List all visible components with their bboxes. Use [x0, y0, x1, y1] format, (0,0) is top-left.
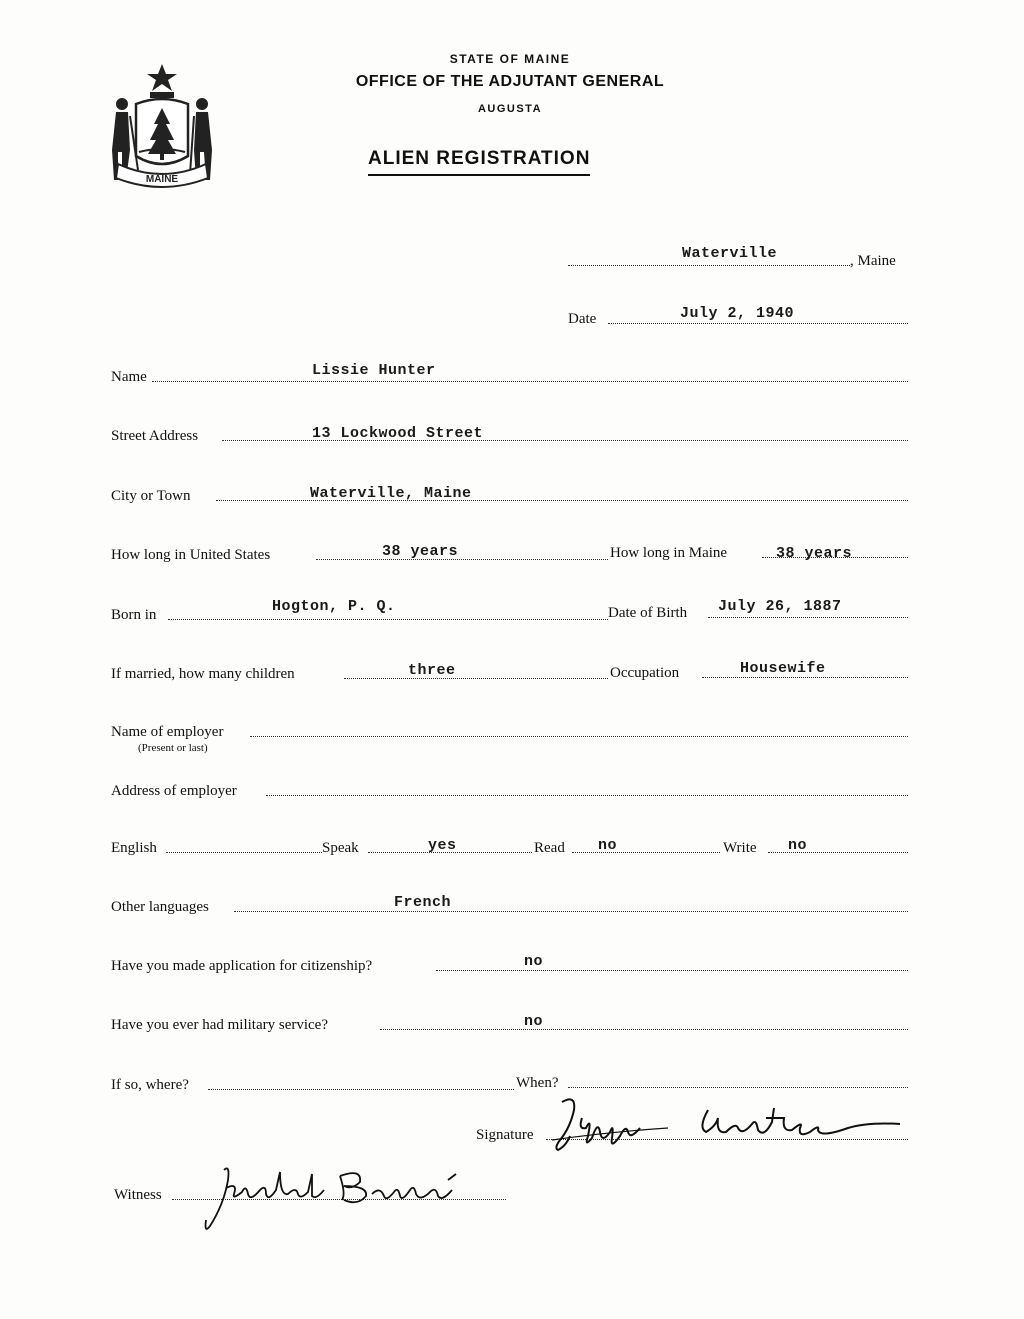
witness-handwriting — [176, 1160, 496, 1240]
military-label: Have you ever had military service? — [111, 1017, 328, 1033]
header-city: AUGUSTA — [477, 103, 543, 115]
svg-text:MAINE: MAINE — [145, 174, 179, 185]
other-languages-label: Other languages — [111, 899, 209, 915]
speak-value: yes — [428, 837, 457, 854]
name-label: Name — [111, 369, 147, 385]
date-value: July 2, 1940 — [680, 305, 795, 322]
born-value: Hogton, P. Q. — [272, 598, 396, 615]
street-label: Street Address — [111, 428, 199, 444]
military-line — [380, 1029, 908, 1030]
maine-state-seal-icon — [108, 60, 216, 192]
name-line — [152, 381, 908, 382]
occupation-line — [702, 677, 908, 678]
header-office: OFFICE OF THE ADJUTANT GENERAL — [355, 73, 665, 90]
english-label: English — [111, 840, 157, 856]
employer-label: Name of employer — [111, 724, 224, 740]
where-label: If so, where? — [111, 1077, 189, 1093]
when-label: When? — [516, 1075, 559, 1091]
born-line — [168, 619, 608, 620]
occupation-label: Occupation — [610, 665, 680, 681]
citizenship-line — [436, 970, 908, 971]
town-value: Waterville — [682, 245, 778, 262]
employer-address-label: Address of employer — [111, 783, 237, 799]
long-us-line — [316, 559, 608, 560]
city-town-label: City or Town — [111, 488, 191, 504]
other-languages-value: French — [394, 894, 452, 911]
military-value: no — [524, 1013, 544, 1030]
where-line — [208, 1089, 514, 1090]
read-value: no — [598, 837, 618, 854]
employer-line — [250, 736, 908, 737]
employer-address-line — [266, 795, 908, 796]
occupation-value: Housewife — [740, 660, 826, 677]
long-maine-value: 38 years — [776, 545, 853, 562]
children-line — [344, 678, 608, 679]
long-us-label: How long in United States — [111, 547, 271, 563]
read-label: Read — [534, 840, 565, 856]
form-title: ALIEN REGISTRATION — [368, 148, 590, 176]
citizenship-label: Have you made application for citizenship? — [111, 958, 373, 974]
children-value: three — [408, 662, 456, 679]
signature-handwriting — [548, 1088, 908, 1158]
town-line — [568, 265, 850, 266]
date-line — [608, 323, 908, 324]
dob-value: July 26, 1887 — [718, 598, 842, 615]
born-label: Born in — [111, 607, 157, 623]
employer-sublabel: (Present or last) — [138, 742, 208, 754]
witness-label: Witness — [114, 1187, 162, 1203]
long-maine-label: How long in Maine — [610, 545, 728, 561]
header-state: STATE OF MAINE — [449, 52, 571, 66]
other-languages-line — [234, 911, 908, 912]
name-value: Lissie Hunter — [312, 362, 436, 379]
city-town-value: Waterville, Maine — [310, 485, 472, 502]
children-label: If married, how many children — [111, 666, 295, 682]
speak-label: Speak — [322, 840, 359, 856]
write-value: no — [788, 837, 808, 854]
write-label: Write — [723, 840, 757, 856]
street-value: 13 Lockwood Street — [312, 425, 484, 442]
dob-line — [708, 617, 908, 618]
signature-label: Signature — [476, 1127, 534, 1143]
dob-label: Date of Birth — [608, 605, 688, 621]
date-label: Date — [568, 311, 597, 327]
long-us-value: 38 years — [382, 543, 459, 560]
read-line — [572, 852, 720, 853]
english-line — [166, 852, 322, 853]
citizenship-value: no — [524, 953, 544, 970]
maine-label: , Maine — [850, 253, 896, 269]
